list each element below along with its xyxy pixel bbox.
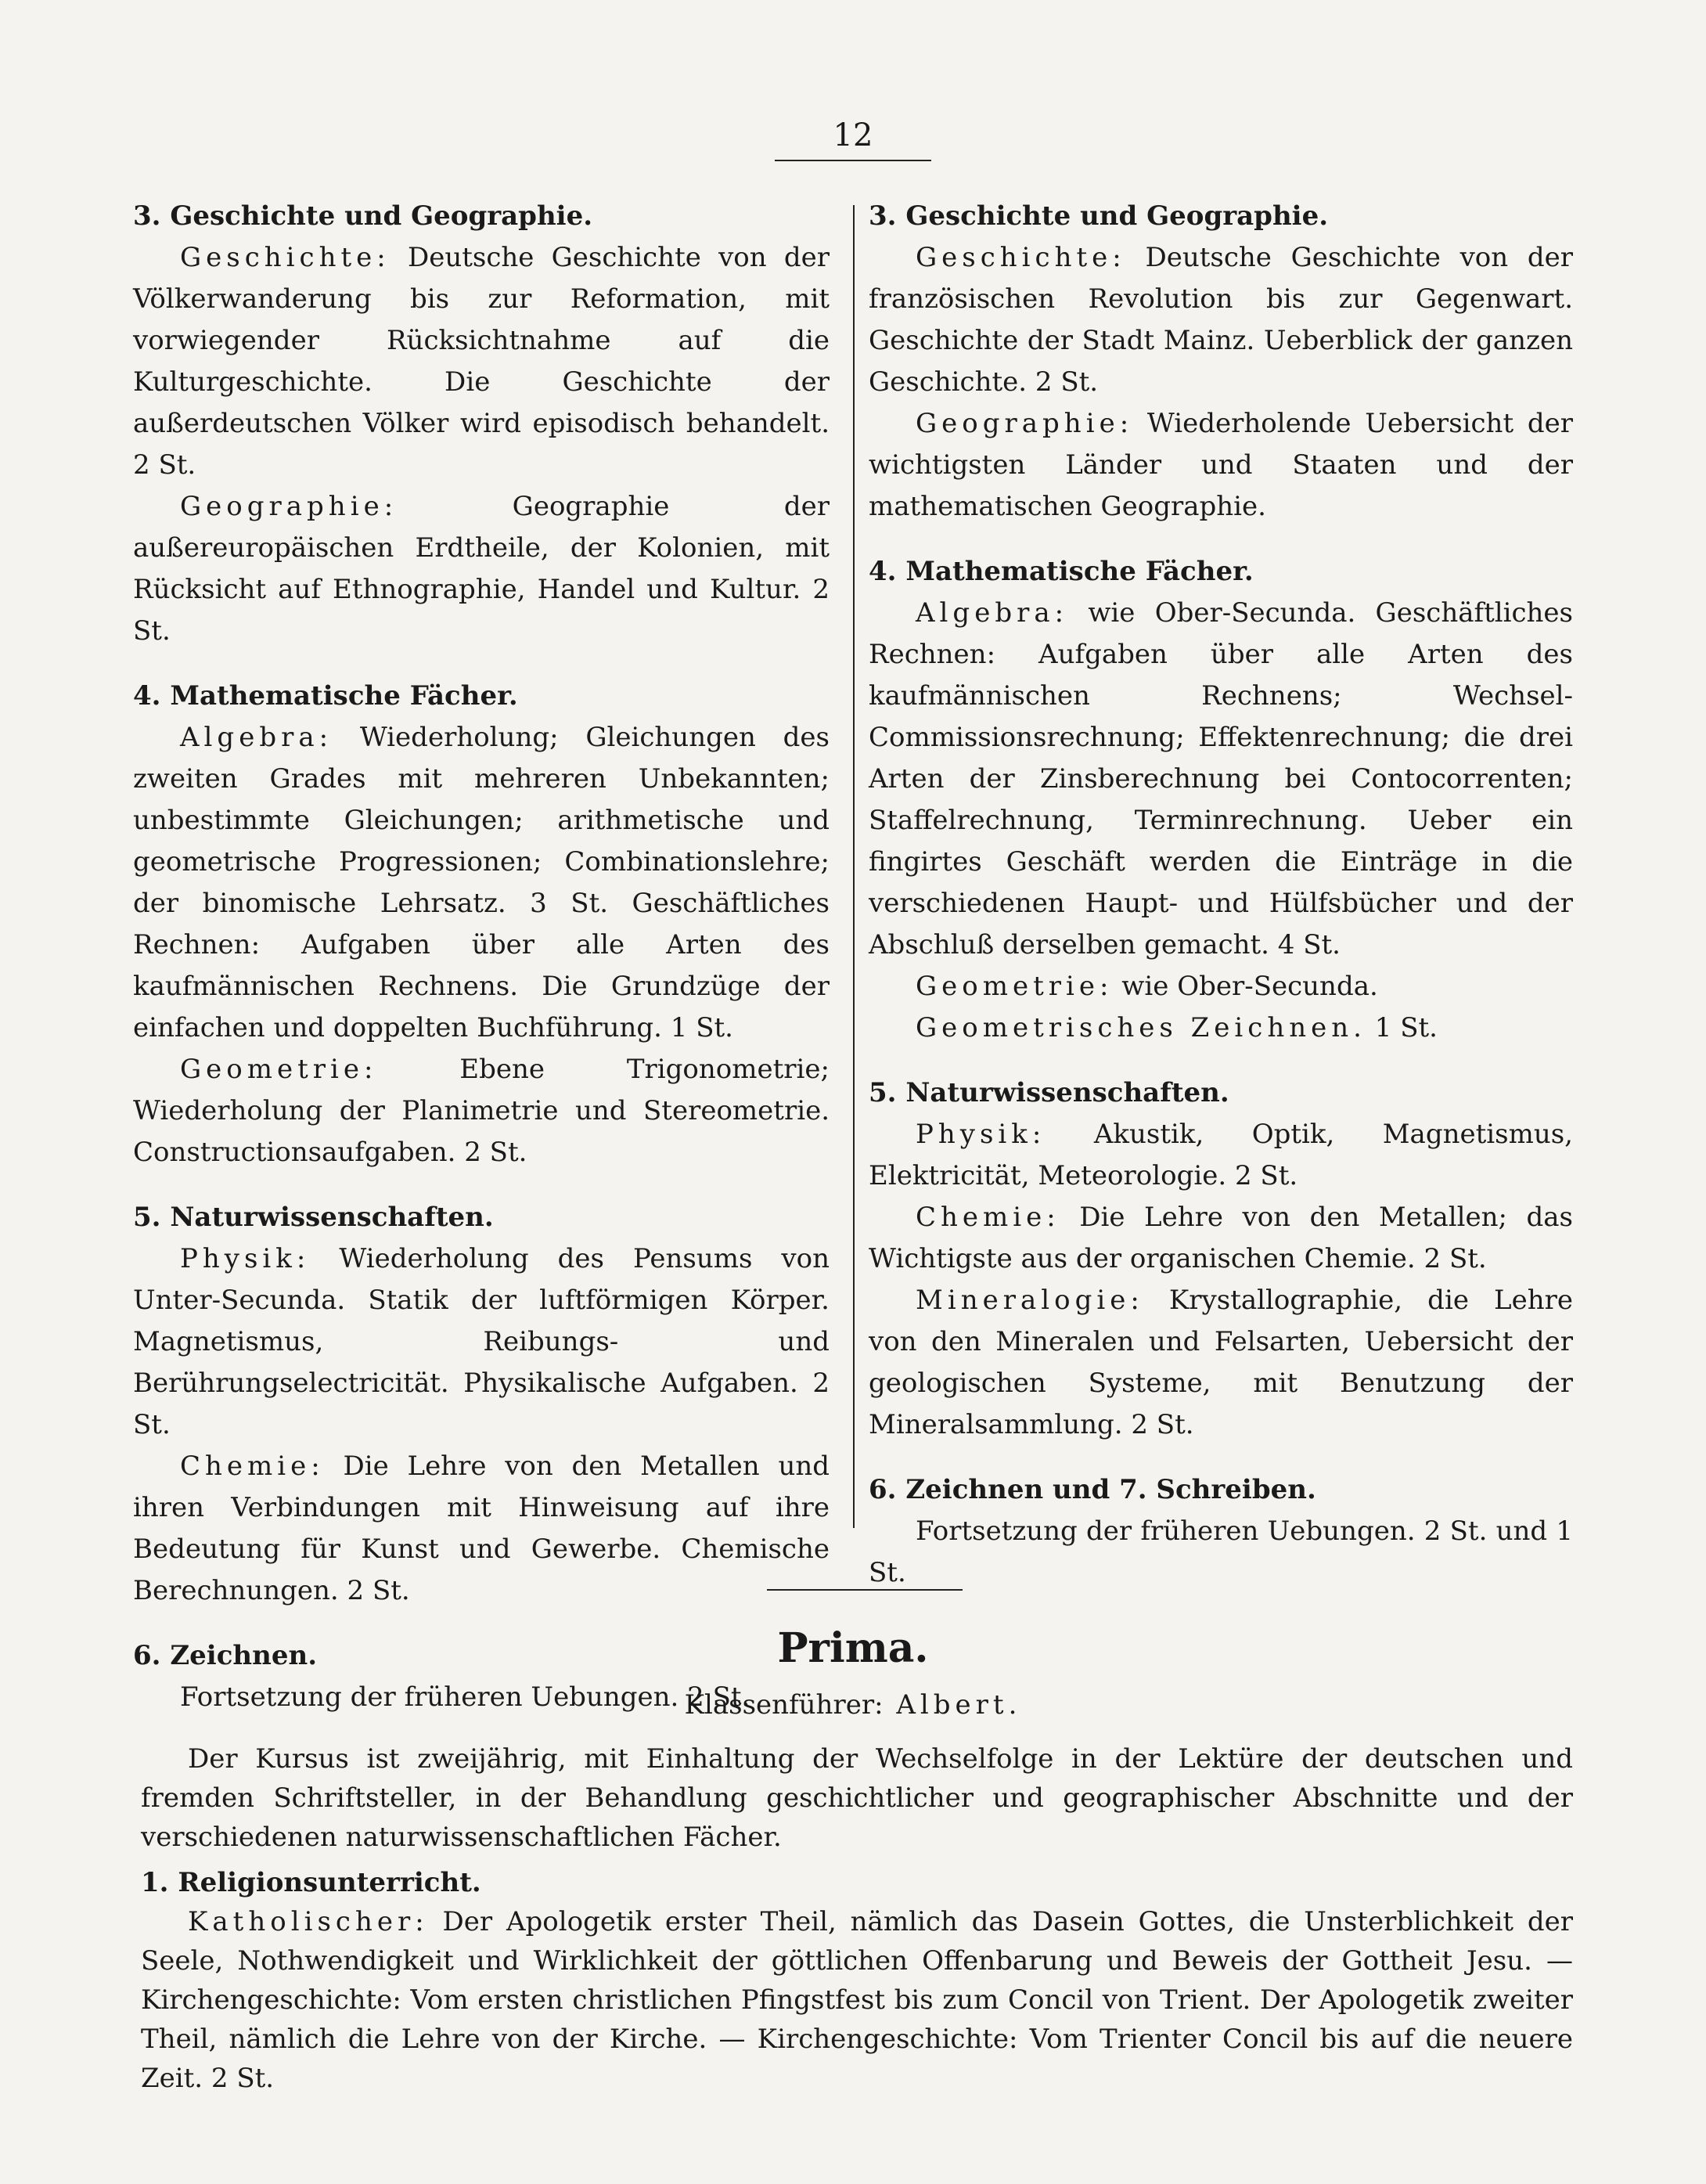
- religion-paragraph: [141, 1902, 1573, 2098]
- subject-paragraph: [869, 1114, 1573, 1197]
- subject-text: Wiederholende Uebersicht der wichtigsten Länder und Staaten und der mathematischen Geographie.: [869, 408, 1573, 522]
- section: [869, 196, 1573, 528]
- middle-rule: [767, 1589, 963, 1591]
- subject-label: Geometrisches Zeichnen.: [916, 1012, 1366, 1043]
- section-heading: 6. Zeichnen.: [133, 1640, 318, 1671]
- subject-paragraph: [133, 717, 830, 1049]
- subject-label: Algebra:: [916, 597, 1069, 629]
- religion-text: Der Apologetik erster Theil, nämlich das Dasein Gottes, die Unsterblichkeit der Seele, Nothwendigkeit und Wirklichkeit der göttlichen Offenbarung und Beweis der Gottheit Jesu. — Kirchengeschichte: Vom ersten christlichen Pfingstfest bis zum Concil von Trient. Der Apologetik zweiter Theil, nämlich die Lehre von der Kirche. — Kirchengeschichte: Vom Trienter Concil bis auf die neuere Zeit. 2 St.: [141, 1906, 1573, 2094]
- subject-label: Physik:: [180, 1243, 311, 1274]
- subject-label: Geometrie:: [916, 971, 1114, 1002]
- leader-label: Klassenführer:: [684, 1689, 884, 1721]
- subject-paragraph: [133, 486, 830, 652]
- subject-label: Geographie:: [916, 408, 1134, 439]
- subject-label: Geschichte:: [180, 242, 391, 273]
- subject-label: Mineralogie:: [916, 1285, 1144, 1316]
- subject-paragraph: [869, 237, 1573, 403]
- subject-label: Geographie:: [180, 491, 398, 522]
- subject-paragraph: [869, 403, 1573, 528]
- subject-label: Algebra:: [180, 722, 333, 753]
- subject-label: Chemie:: [180, 1451, 325, 1482]
- subject-text: Ebene Trigonometrie; Wiederholung der Planimetrie und Stereometrie. Constructionsaufgaben. 2 St.: [133, 1054, 830, 1168]
- subject-label: Geschichte:: [916, 242, 1126, 273]
- section-heading: 3. Geschichte und Geographie.: [869, 200, 1329, 232]
- prima-title: Prima.: [777, 1624, 929, 1672]
- section: [133, 676, 830, 1173]
- section: [133, 196, 830, 652]
- section: [869, 551, 1573, 1049]
- section-heading: 6. Zeichnen und 7. Schreiben.: [869, 1474, 1316, 1505]
- subject-text: Fortsetzung der früheren Uebungen. 2 St. und 1 St.: [869, 1515, 1573, 1588]
- subject-label: Geometrie:: [180, 1054, 378, 1085]
- subject-text: Die Lehre von den Metallen und ihren Verbindungen mit Hinweisung auf ihre Bedeutung für Kunst und Gewerbe. Chemische Berechnungen. 2 St.: [133, 1451, 830, 1606]
- section: [869, 1469, 1573, 1594]
- right-column: [869, 196, 1573, 1594]
- subject-text: Geographie der außereuropäischen Erdtheile, der Kolonien, mit Rücksicht auf Ethnographie, Handel und Kultur. 2 St.: [133, 491, 830, 647]
- subject-text: 1 St.: [1366, 1012, 1438, 1043]
- prima-body: [141, 1739, 1573, 2098]
- subject-text: wie Ober-Secunda. Geschäftliches Rechnen: Aufgaben über alle Arten des kaufmännischen Rechnens; Wechsel-Commissionsrechnung; Effektenrechnung; die drei Arten der Zinsberechnung bei Contocorrenten; Staffelrechnung, Terminrechnung. Ueber ein fingirtes Geschäft werden die Einträge in die verschiedenen Haupt- und Hülfsbücher und der Abschluß derselben gemacht. 4 St.: [869, 597, 1573, 960]
- subject-paragraph: [133, 1446, 830, 1612]
- section-heading: 3. Geschichte und Geographie.: [133, 200, 593, 232]
- subject-label: Physik:: [916, 1119, 1046, 1150]
- left-column: [133, 196, 830, 1718]
- top-rule: [775, 160, 931, 161]
- subject-paragraph: [869, 1197, 1573, 1280]
- subject-paragraph: [133, 237, 830, 486]
- subject-text: Deutsche Geschichte von der Völkerwanderung bis zur Reformation, mit vorwiegender Rücksichtnahme auf die Kulturgeschichte. Die Geschichte der außerdeutschen Völker wird episodisch behandelt. 2 St.: [133, 242, 830, 481]
- prima-intro: Der Kursus ist zweijährig, mit Einhaltung der Wechselfolge in der Lektüre der deutschen und fremden Schriftsteller, in der Behandlung geschichtlicher und geographischer Abschnitte und der verschiedenen naturwissenschaftlichen Fächer.: [141, 1743, 1573, 1853]
- page-number: 12: [833, 117, 873, 153]
- subject-text: Krystallographie, die Lehre von den Mineralen und Felsarten, Uebersicht der geologischen Systeme, mit Benutzung der Mineralsammlung. 2 St.: [869, 1285, 1573, 1440]
- religion-label: Katholischer:: [188, 1906, 429, 1937]
- subject-paragraph: [869, 1280, 1573, 1446]
- section-heading: 5. Naturwissenschaften.: [869, 1077, 1229, 1108]
- prima-class-leader: [0, 1689, 1706, 1721]
- subject-label: Chemie:: [916, 1202, 1060, 1233]
- subject-text: Wiederholung; Gleichungen des zweiten Grades mit mehreren Unbekannten; unbestimmte Gleichungen; arithmetische und geometrische Progressionen; Combinationslehre; der binomische Lehrsatz. 3 St. Geschäftliches Rechnen: Aufgaben über alle Arten des kaufmännischen Rechnens. Die Grundzüge der einfachen und doppelten Buchführung. 1 St.: [133, 722, 830, 1043]
- section-heading: 4. Mathematische Fächer.: [133, 680, 518, 712]
- subject-text: Akustik, Optik, Magnetismus, Elektricität, Meteorologie. 2 St.: [869, 1119, 1573, 1191]
- subject-paragraph: [869, 593, 1573, 966]
- section-heading: 4. Mathematische Fächer.: [869, 556, 1254, 587]
- subject-paragraph: [133, 1238, 830, 1446]
- subject-paragraph: [133, 1049, 830, 1173]
- section: [133, 1197, 830, 1612]
- column-divider: [853, 205, 855, 1528]
- subject-text: Die Lehre von den Metallen; das Wichtigste aus der organischen Chemie. 2 St.: [869, 1202, 1573, 1274]
- subject-paragraph: [869, 1511, 1573, 1594]
- subject-paragraph: [869, 966, 1573, 1007]
- religion-heading: 1. Religionsunterricht.: [141, 1867, 481, 1898]
- section: [869, 1072, 1573, 1446]
- section-heading: 5. Naturwissenschaften.: [133, 1202, 494, 1233]
- subject-text: Wiederholung des Pensums von Unter-Secunda. Statik der luftförmigen Körper. Magnetismus, Reibungs- und Berührungselectricität. Physikalische Aufgaben. 2 St.: [133, 1243, 830, 1440]
- subject-paragraph: [869, 1007, 1573, 1049]
- subject-text: wie Ober-Secunda.: [1113, 971, 1378, 1002]
- subject-text: Deutsche Geschichte von der französischen Revolution bis zur Gegenwart. Geschichte der Stadt Mainz. Ueberblick der ganzen Geschichte. 2 St.: [869, 242, 1573, 398]
- subject-text: Fortsetzung der früheren Uebungen. 2 St.: [180, 1681, 750, 1713]
- leader-name: Albert.: [883, 1689, 1022, 1721]
